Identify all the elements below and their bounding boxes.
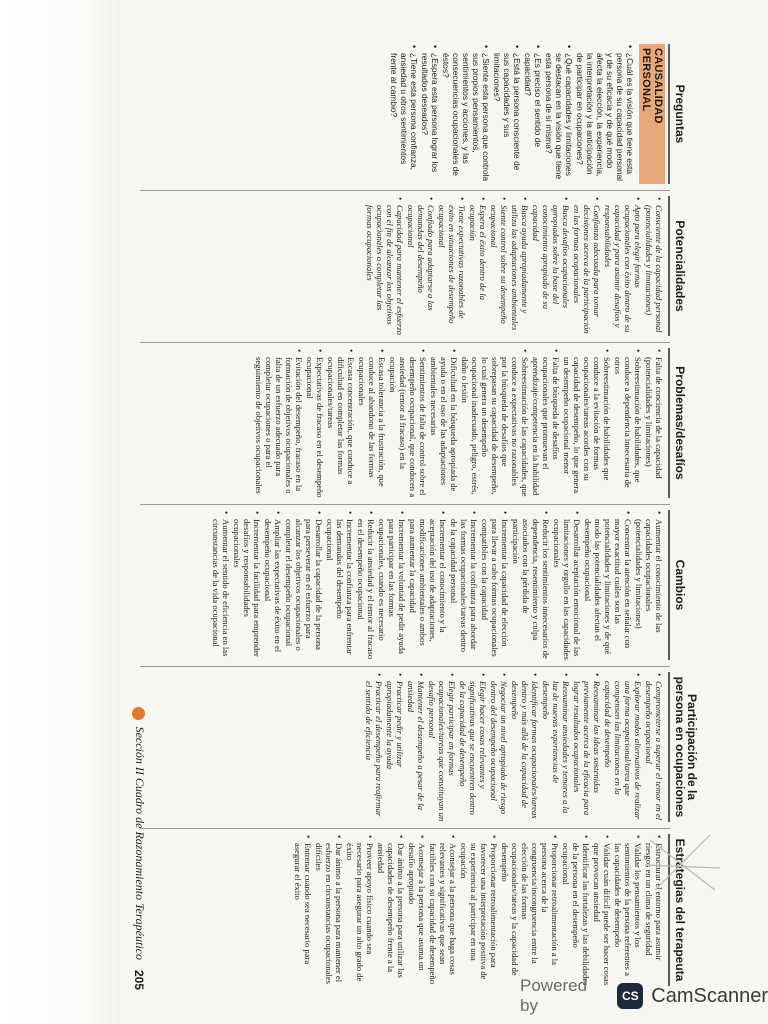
list-item: • Tiene expectativas razonables de éxito en situaciones de desempeño ocupacional (437, 205, 467, 336)
section-title: CAUSALIDAD PERSONAL (639, 44, 665, 184)
list-item: • ¿Tiene esta persona confianza, ansiedad u otros sentimientos frente al cambio? (389, 53, 419, 184)
list-item: • Capacidad para mantener el esfuerzo con el fin de alcanzar los objetivos ocupacionales o completar las formas ocupacionales (365, 205, 405, 336)
list-item: • Validar los pensamientos y los sentimientos de la persona referentes a las capacidades de desempeño (613, 843, 643, 986)
list-item: • ¿Siente esta persona que controla sus propios pensamientos, sentimientos y acciones, y las consecuencias ocupacionales de éstos? (441, 53, 491, 184)
list-item: • Concentrar la atención en señalar con mayor exactitud cuáles son las potencialidades y limitaciones y de qué modo las potencialidades afectan el desempeño ocupacional (583, 519, 633, 660)
list-item: • ¿Está la persona consciente de sus capacidades y sus limitaciones? (492, 53, 522, 184)
camscanner-logo-icon: CS (617, 983, 643, 1009)
list (211, 510, 664, 660)
page-margin (0, 0, 120, 1024)
list-item: • ¿Cuál es la visión que tiene esta persona de su capacidad personal y de su eficacia y de qué modo afecta la elección, la experiencia, la interpretación y la anticipación de participar en ocupaciones? (575, 53, 635, 184)
table-area (130, 40, 710, 990)
pencil-cross-mark-icon (640, 820, 730, 910)
column-divider (140, 342, 670, 343)
list (254, 348, 664, 498)
list-item: • Sobreestimación de las capacidades, que conduce a expectativas no razonables por la búsqueda de desafíos que sobrepasan su capacidad de desempeño, lo cual genera un desempeño ocupacional inadecuado, peligro, estrés, daño o lesión (460, 357, 530, 498)
column-divider (140, 828, 670, 829)
column-heading: Cambios (668, 510, 704, 660)
list (389, 44, 635, 184)
list-item: • Incrementar la capacidad de elección para llevar a cabo formas ocupacionales compatibles con la capacidad (480, 519, 510, 660)
column-heading: Preguntas (668, 44, 704, 184)
list-item: • Evitación del desempeño, fracaso en la formación de objetivos ocupacionales o falta de un esfuerzo adecuado para completar ocupaciones o para el seguimiento de objetivos ocupacionales (254, 357, 304, 498)
list-item: • Elegir participar en formas ocupacionales/tareas que constituyan un desafío personal (427, 681, 457, 822)
list-item: • ¿Espera esta persona lograr los resultados deseados? (420, 53, 440, 184)
list-item: • Elegir hacer cosas relevantes y significativas que se encuentren dentro de la capacidad de desempeño (458, 681, 488, 822)
list-item: • Apto para elegir formas ocupacionales con éxito dentro de su capacidad y para asumir desafíos y responsabilidades (603, 205, 643, 336)
list-item: • Sentimientos de falta de control sobre el desempeño ocupacional, que conducen a ansiedad (temor al fracaso) en la ocupación (388, 357, 428, 498)
list-item: • Practicar el desempeño para reafirmar el sentido de eficiencia (364, 681, 384, 822)
list-item: • Estructurar el entorno para asumir riesgos en un clima de seguridad (644, 843, 664, 986)
column-preguntas (130, 40, 704, 188)
list-item: • Incrementar el conocimiento y la aceptación del uso de adaptaciones, modificaciones ambientales o ambos para aumentar la capacidad (408, 519, 448, 660)
list (293, 834, 664, 986)
list-item: • Validar cuán difícil puede ser hacer cosas que provocan ansiedad (592, 843, 612, 986)
column-divider (140, 666, 670, 667)
list-item: • Expectativas de fracaso en el desempeño ocupacional (305, 357, 325, 498)
list-item: • Proveer apoyo físico cuando sea necesario para asegurar un alto grado de éxito (345, 843, 375, 986)
list-item: • Reexaminar ansiedades y temores a la luz de nuevas experiencias de desempeño (541, 681, 571, 822)
list-item: • Siente control sobre su desempeño ocupacional (489, 205, 509, 336)
list-item: • Comprometerse a superar el temor en el desempeño ocupacional (644, 681, 664, 822)
column-heading: Problemas/desafíos (668, 348, 704, 498)
list-item: • Aumentar el conocimiento de las capacidades ocupacionales (potencialidades y limitaciones) (634, 519, 664, 660)
page-number: 205 (132, 969, 146, 990)
list-item: • Reducir la ansiedad y el temor al fracaso en el desempeño ocupacional (356, 519, 376, 660)
list (364, 672, 664, 822)
list-item: • Incrementar la facilidad para emprender desafíos y responsabilidades ocupacionales (232, 519, 262, 660)
list-item: • Dificultad en la búsqueda apropiada de ayuda o en el uso de las adaptaciones ambientales necesarias (429, 357, 459, 498)
list-item: • ¿Es preciso el sentido de capacidad? (523, 53, 543, 184)
list-item: • Explorar modos alternativos de realizar una forma ocupacional/tarea que compensen las limitaciones en la capacidad de desempeño (603, 681, 643, 822)
list-item: • Reducir los sentimientos innecesarios de dependencia, resentimiento y culpa asociados con la pérdida de participación (511, 519, 551, 660)
column-divider (140, 190, 670, 191)
list-item: • Identificar formas ocupacionales/tareas dentro y más allá de la capacidad de desempeño (510, 681, 540, 822)
list-item: • Confiado para adaptarse a las demandas del desempeño ocupacional (406, 205, 436, 336)
list-item: • Sobreestimación de habilidades, que conduce a dependencia innecesaria de otros (613, 357, 643, 498)
list (365, 196, 664, 336)
list-item: • Incrementar la confianza para enfrentar las demandas del desempeño ocupacional (325, 519, 355, 660)
list-item: • Busca ayuda apropiadamente y utiliza las adaptaciones ambientales (510, 205, 530, 336)
list-item: • Escasa concentración, que conduce a dificultad en completar las formas ocupacionales/tareas (326, 357, 356, 498)
list-item: • Entrenar cuando sea necesario para asegurar el éxito (293, 843, 313, 986)
column-problemas (130, 344, 704, 502)
column-divider (140, 504, 670, 505)
list-item: • Mantener el desempeño a pesar de la ansiedad (406, 681, 426, 822)
list-item: • Identificar las fortalezas y las debilidades de la persona en el desempeño ocupacional (561, 843, 591, 986)
column-heading: Estrategias del terapeuta (668, 834, 704, 986)
page-footer (128, 30, 158, 990)
list-item: • Consciente de la capacidad personal (potencialidades y limitaciones) (644, 205, 664, 336)
list-item: • Practicar pedir y utilizar apropiadamente la ayuda (385, 681, 405, 822)
footer-title: Sección II Cuadro de Razonamiento Terapéutico (133, 726, 147, 960)
list-item: • Dar ánimo a la persona para utilizar las capacidades de desempeño frente a la ansiedad (376, 843, 406, 986)
list-item: • Confianza adecuada para tomar decisiones acerca de la participación en las formas ocupacionales (572, 205, 602, 336)
list-item: • Ampliar las expectativas de éxito en el desempeño ocupacional (263, 519, 283, 660)
list-item: • Busca desafíos ocupacionales apropiados sobre la base del conocimiento apropiado de su capacidad (531, 205, 571, 336)
powered-by-label: Powered by (520, 976, 588, 1015)
list-item: • ¿Qué capacidades y limitaciones se destacan en la visión que tiene esta persona de sí misma? (544, 53, 574, 184)
camscanner-brand: CamScanner (651, 984, 768, 1007)
list-item: • Desarrollar la capacidad de la persona para perseverar en el esfuerzo para alcanzar los objetivos ocupacionales o completar el desempeño ocupacional (284, 519, 324, 660)
column-heading: Potencialidades (668, 196, 704, 336)
rotated-page (130, 30, 710, 990)
column-potencialidades (130, 192, 704, 340)
list-item: • Falta de conciencia de la capacidad (potencialidades y limitaciones) (644, 357, 664, 498)
list-item: • Reexaminar las ideas sostenidas previamente acerca de la eficacia para lograr resultados ocupacionales (572, 681, 602, 822)
list-item: • Negociar un nivel apropiado de riesgo dentro del desempeño ocupacional (489, 681, 509, 822)
column-cambios (130, 506, 704, 664)
column-estrategias (130, 830, 704, 990)
list-item: • Escasa tolerancia a la frustración, que conduce al abandono de las formas ocupacionales (357, 357, 387, 498)
column-participacion (130, 668, 704, 826)
list-item: • Proporcionar retroalimentación a la persona acerca de la congruencia/incongruencia entre la elección de las formas ocupacionales/tareas y la capacidad de desempeño (500, 843, 560, 986)
camscanner-watermark (520, 976, 768, 1015)
list-item: • Sobreestimación de habilidades que conduce a la evitación de formas ocupacionales/tareas acordes con su capacidad de desempeño, lo que genera un desempeño ocupacional menor (562, 357, 612, 498)
list-item: • Incrementar la confianza para abordar las formas ocupacionales/tareas dentro de la capacidad personal (449, 519, 479, 660)
list-item: • Aconsejar a la persona que haga cosas relevantes y significativas que sean factibles con su capacidad de desempeño (428, 843, 458, 986)
list-item: • Dar ánimo a la persona para mantener el esfuerzo en circunstancias ocupacionales difíciles (314, 843, 344, 986)
list-item: • Proporcionar retroalimentación para favorecer una interpretación positiva de su experiencia al participar en una ocupación (459, 843, 499, 986)
list-item: • Espera el éxito dentro de la ocupación (468, 205, 488, 336)
list-item: • Aumentar el sentido de eficiencia en las circunstancias de la vida ocupacional (211, 519, 231, 660)
list-item: • Desarrollar aceptación emocional de las limitaciones y orgullo en las capacidades ocupacionales (552, 519, 582, 660)
list-item: • Incrementar la voluntad de pedir ayuda para participar en las formas ocupacionales, cuando es necesario (377, 519, 407, 660)
list-item: • Aconsejar a la persona que asuma un desafío apropiado (407, 843, 427, 986)
column-heading: Participación de la persona en ocupaciones (668, 672, 704, 822)
orange-dot-icon (132, 707, 145, 720)
list-item: • Falta de búsqueda de desafíos ocupacionales que promuevan el aprendizaje/competencia en la habilidad (531, 357, 561, 498)
